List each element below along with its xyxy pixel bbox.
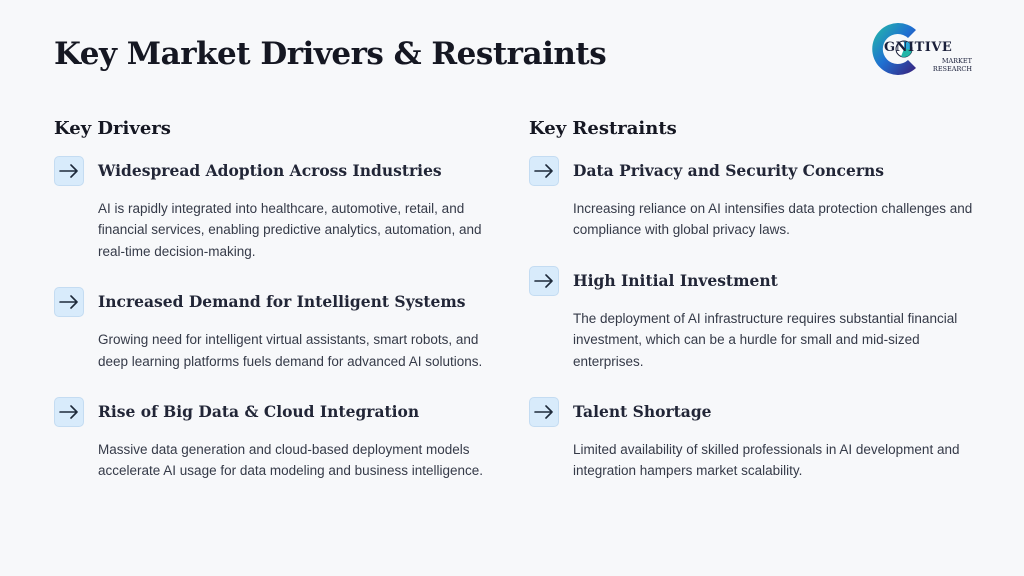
restraint-item (529, 156, 973, 241)
driver-title: Increased Demand for Intelligent Systems (98, 292, 466, 312)
driver-item (54, 156, 494, 262)
driver-title: Rise of Big Data & Cloud Integration (98, 402, 420, 422)
arrow-right-icon (529, 397, 559, 427)
company-logo (864, 16, 974, 82)
restraint-description: Limited availability of skilled professionals in AI development and integration hampers market scalability. (573, 442, 960, 479)
restraint-title: Talent Shortage (573, 402, 712, 422)
page-title: Key Market Drivers & Restraints (54, 36, 607, 72)
arrow-right-icon (54, 287, 84, 317)
drivers-column (54, 116, 494, 482)
driver-description: Massive data generation and cloud-based deployment models accelerate AI usage for data modeling and business intelligence. (98, 442, 484, 479)
driver-description: AI is rapidly integrated into healthcare, automotive, retail, and financial services, enabling predictive analytics, automation, and real-time decision-making. (98, 201, 482, 259)
restraints-heading: Key Restraints (529, 118, 677, 139)
driver-item (54, 397, 494, 482)
arrow-right-icon (529, 156, 559, 186)
logo-wordmark: GNITIVE (884, 40, 953, 55)
arrow-right-icon (529, 266, 559, 296)
drivers-heading: Key Drivers (54, 118, 171, 139)
restraint-title: High Initial Investment (573, 270, 778, 290)
restraints-column (529, 116, 973, 482)
restraint-item (529, 397, 969, 482)
restraint-item (529, 266, 969, 372)
restraint-title: Data Privacy and Security Concerns (573, 161, 885, 180)
arrow-right-icon (54, 156, 84, 186)
restraint-description: Increasing reliance on AI intensifies data protection challenges and compliance with global privacy laws. (573, 201, 973, 238)
arrow-right-icon (54, 397, 84, 427)
driver-item (54, 287, 494, 372)
driver-description: Growing need for intelligent virtual assistants, smart robots, and deep learning platforms fuels demand for advanced AI solutions. (98, 332, 483, 369)
restraint-description: The deployment of AI infrastructure requires substantial financial investment, which can be a hurdle for small and mid-sized enterprises. (573, 310, 958, 369)
driver-title: Widespread Adoption Across Industries (98, 161, 442, 180)
logo-subtitle: MARKET RESEARCH (932, 57, 972, 73)
